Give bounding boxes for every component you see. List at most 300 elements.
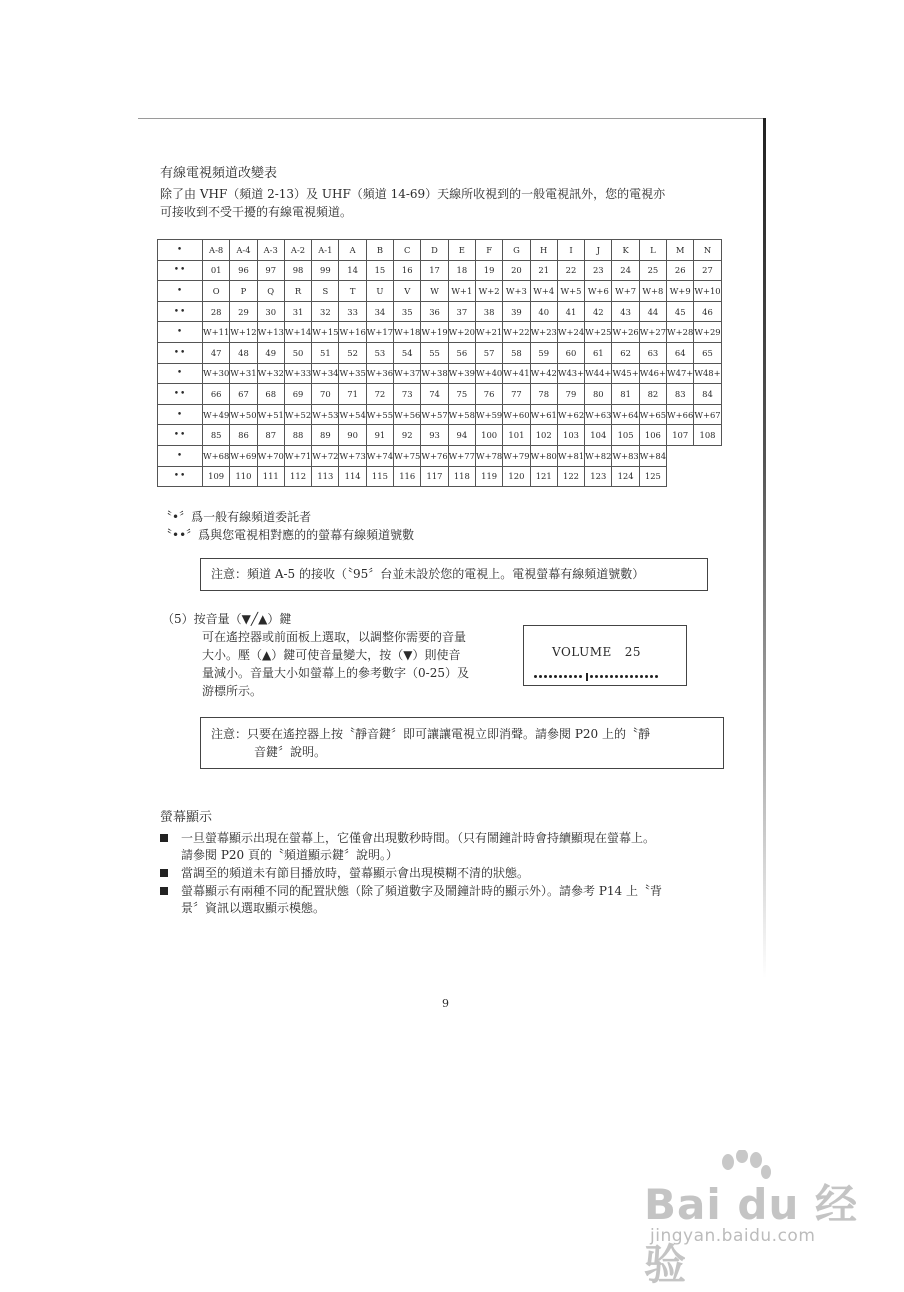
empty-cell [694, 445, 721, 466]
channel-cell: 99 [312, 260, 339, 281]
channel-cell: W+13 [257, 322, 284, 343]
channel-cell: W+52 [284, 404, 311, 425]
note-box-channel-a5 [200, 558, 708, 591]
bullet-square-icon [160, 869, 168, 877]
channel-cell: 105 [612, 425, 639, 446]
channel-cell: A-3 [257, 240, 284, 261]
channel-cell: W [421, 281, 448, 302]
channel-cell: 84 [694, 384, 721, 405]
channel-cell: C [394, 240, 421, 261]
channel-cell: 43 [612, 301, 639, 322]
channel-cell: W+65 [639, 404, 666, 425]
channel-cell: W+10 [694, 281, 721, 302]
channel-cell: W+83 [612, 445, 639, 466]
channel-cell: 91 [366, 425, 393, 446]
baidu-jingyan-watermark [644, 1150, 874, 1289]
channel-cell: 46 [694, 301, 721, 322]
volume-dot [645, 675, 648, 678]
bullet-line: 當調至的頻道未有節目播放時，螢幕顯示會出現模糊不清的狀態。 [181, 866, 530, 880]
channel-cell: J [585, 240, 612, 261]
volume-dot [590, 675, 593, 678]
channel-cell: 114 [339, 466, 366, 487]
bullet-line: 景〞資訊以選取顯示模態。 [181, 901, 326, 915]
channel-cell: S [312, 281, 339, 302]
channel-cell: A-4 [230, 240, 257, 261]
channel-cell: 88 [284, 425, 311, 446]
volume-level-bar [534, 666, 674, 672]
row-key-cell: •• [158, 466, 203, 487]
channel-cell: G [503, 240, 530, 261]
volume-dot [610, 675, 613, 678]
channel-cell: 76 [475, 384, 502, 405]
page-right-edge [763, 118, 766, 978]
channel-cell: 112 [284, 466, 311, 487]
channel-cell: 01 [203, 260, 230, 281]
channel-cell: 55 [421, 342, 448, 363]
channel-cell: 21 [530, 260, 557, 281]
channel-cell: 44 [639, 301, 666, 322]
channel-cell: W+50 [230, 404, 257, 425]
channel-cell: 39 [503, 301, 530, 322]
channel-cell: 29 [230, 301, 257, 322]
channel-cell: W+16 [339, 322, 366, 343]
list-item [160, 883, 740, 917]
channel-cell: 100 [475, 425, 502, 446]
note-text: 注意：只要在遙控器上按〝靜音鍵〞即可讓讓電視立即消聲。請參閱 P20 上的〝靜 [211, 727, 650, 741]
channel-cell: 86 [230, 425, 257, 446]
volume-readout [552, 645, 641, 659]
channel-cell: 48 [230, 342, 257, 363]
bullet-square-icon [160, 887, 168, 895]
display-section-title: 螢幕顯示 [160, 810, 213, 825]
channel-cell: 49 [257, 342, 284, 363]
channel-cell: 38 [475, 301, 502, 322]
channel-cell: 57 [475, 342, 502, 363]
table-row [158, 342, 722, 363]
channel-cell: W+8 [639, 281, 666, 302]
channel-cell: W+23 [530, 322, 557, 343]
row-key-cell: •• [158, 342, 203, 363]
section-title: 有線電視頻道改變表 [160, 166, 278, 181]
channel-cell: W+5 [557, 281, 584, 302]
channel-cell: 58 [503, 342, 530, 363]
channel-cell: 69 [284, 384, 311, 405]
volume-dot [559, 675, 562, 678]
bullet-line: 請參閱 P20 頁的〝頻道顯示鍵〞說明。） [181, 848, 398, 862]
channel-cell: 66 [203, 384, 230, 405]
channel-cell: 92 [394, 425, 421, 446]
channel-cell: Q [257, 281, 284, 302]
channel-cell: 33 [339, 301, 366, 322]
channel-cell: W+28 [667, 322, 694, 343]
step-line: 游標所示。 [202, 684, 263, 698]
volume-dot [655, 675, 658, 678]
channel-cell: 17 [421, 260, 448, 281]
channel-cell: 19 [475, 260, 502, 281]
row-key-cell: • [158, 322, 203, 343]
channel-cell: 64 [667, 342, 694, 363]
channel-cell: W+2 [475, 281, 502, 302]
channel-cell: 42 [585, 301, 612, 322]
volume-dot [630, 675, 633, 678]
channel-cell: 36 [421, 301, 448, 322]
volume-dot [650, 675, 653, 678]
channel-cell: W+9 [667, 281, 694, 302]
volume-dot [579, 675, 582, 678]
channel-cell: W+35 [339, 363, 366, 384]
step-volume-title: （5）按音量（▼╱▲）鍵 [162, 612, 292, 626]
channel-cell: P [230, 281, 257, 302]
channel-cell: 118 [448, 466, 475, 487]
channel-cell: 107 [667, 425, 694, 446]
channel-cell: W+54 [339, 404, 366, 425]
step-line: 大小。壓（▲）鍵可使音量變大，按（▼）則使音 [202, 648, 461, 662]
legend-double-dot: 〝••〞爲與您電視相對應的的螢幕有線頻道號數 [160, 528, 415, 542]
table-row [158, 240, 722, 261]
channel-cell: W+38 [421, 363, 448, 384]
channel-cell: 67 [230, 384, 257, 405]
channel-cell: W+26 [612, 322, 639, 343]
channel-cell: F [475, 240, 502, 261]
channel-cell: W48+ [694, 363, 721, 384]
channel-cell: 68 [257, 384, 284, 405]
volume-dot [605, 675, 608, 678]
channel-cell: W+67 [694, 404, 721, 425]
channel-cell: W+25 [585, 322, 612, 343]
channel-cell: W+18 [394, 322, 421, 343]
channel-cell: 74 [421, 384, 448, 405]
volume-cursor [586, 673, 588, 681]
channel-cell: I [557, 240, 584, 261]
channel-cell: E [448, 240, 475, 261]
display-bullet-list [160, 830, 740, 918]
channel-cell: W+75 [394, 445, 421, 466]
channel-cell: 22 [557, 260, 584, 281]
volume-dot [635, 675, 638, 678]
channel-cell: W+53 [312, 404, 339, 425]
channel-cell: 23 [585, 260, 612, 281]
channel-cell: 94 [448, 425, 475, 446]
channel-cell: 81 [612, 384, 639, 405]
channel-cell: W+36 [366, 363, 393, 384]
channel-cell: W+17 [366, 322, 393, 343]
bullet-square-icon [160, 834, 168, 842]
channel-cell: 20 [503, 260, 530, 281]
channel-cell: W44+ [585, 363, 612, 384]
row-key-cell: • [158, 404, 203, 425]
volume-dot [600, 675, 603, 678]
channel-cell: W+78 [475, 445, 502, 466]
channel-cell: 124 [612, 466, 639, 487]
channel-cell: H [530, 240, 557, 261]
channel-cell: W+68 [203, 445, 230, 466]
table-row [158, 404, 722, 425]
channel-cell: W+72 [312, 445, 339, 466]
channel-cell: W+62 [557, 404, 584, 425]
channel-cell: 27 [694, 260, 721, 281]
bullet-line: 螢幕顯示有兩種不同的配置狀態（除了頻道數字及鬧鐘計時的顯示外）。請參考 P14 上〝背 [181, 884, 662, 898]
channel-cell: A-1 [312, 240, 339, 261]
channel-cell: 89 [312, 425, 339, 446]
channel-cell: W+20 [448, 322, 475, 343]
channel-cell: 116 [394, 466, 421, 487]
volume-dot [549, 675, 552, 678]
bullet-line: 一旦螢幕顯示出現在螢幕上，它僅會出現數秒時間。（只有鬧鐘計時會持續顯現在螢幕上。 [181, 831, 656, 845]
channel-cell: 123 [585, 466, 612, 487]
table-row [158, 425, 722, 446]
channel-cell: W43+ [557, 363, 584, 384]
channel-cell: W+40 [475, 363, 502, 384]
channel-cell: 109 [203, 466, 230, 487]
table-row [158, 466, 722, 487]
channel-cell: 41 [557, 301, 584, 322]
channel-cell: 35 [394, 301, 421, 322]
channel-cell: 62 [612, 342, 639, 363]
table-row [158, 322, 722, 343]
channel-cell: 111 [257, 466, 284, 487]
channel-cell: 83 [667, 384, 694, 405]
channel-cell: R [284, 281, 311, 302]
table-row [158, 384, 722, 405]
table-row [158, 301, 722, 322]
channel-cell: 90 [339, 425, 366, 446]
intro-paragraph [160, 185, 740, 221]
channel-cell: U [366, 281, 393, 302]
channel-cell: 125 [639, 466, 666, 487]
channel-cell: 53 [366, 342, 393, 363]
channel-cell: D [421, 240, 448, 261]
channel-cell: 54 [394, 342, 421, 363]
channel-cell: L [639, 240, 666, 261]
channel-cell: 40 [530, 301, 557, 322]
channel-cell: W+42 [530, 363, 557, 384]
watermark-url: jingyan.baidu.com [650, 1226, 816, 1246]
channel-cell: 50 [284, 342, 311, 363]
channel-cell: 117 [421, 466, 448, 487]
legend-single-dot: 〝•〞爲一般有線頻道委託者 [160, 510, 312, 524]
channel-cell: 24 [612, 260, 639, 281]
channel-cell: W+70 [257, 445, 284, 466]
volume-dot [574, 675, 577, 678]
channel-cell: 85 [203, 425, 230, 446]
volume-dot [625, 675, 628, 678]
volume-dot [569, 675, 572, 678]
channel-cell: W+30 [203, 363, 230, 384]
channel-cell: W+73 [339, 445, 366, 466]
channel-cell: 61 [585, 342, 612, 363]
channel-cell: W+55 [366, 404, 393, 425]
channel-cell: 71 [339, 384, 366, 405]
channel-cell: 102 [530, 425, 557, 446]
channel-cell: 16 [394, 260, 421, 281]
channel-cell: A-2 [284, 240, 311, 261]
channel-cell: 77 [503, 384, 530, 405]
channel-cell: 31 [284, 301, 311, 322]
intro-line: 可接收到不受干擾的有線電視頻道。 [160, 205, 353, 219]
volume-dot [564, 675, 567, 678]
channel-cell: 75 [448, 384, 475, 405]
channel-cell: 63 [639, 342, 666, 363]
row-key-cell: •• [158, 260, 203, 281]
channel-cell: W+49 [203, 404, 230, 425]
channel-cell: 113 [312, 466, 339, 487]
channel-cell: 65 [694, 342, 721, 363]
channel-cell: 120 [503, 466, 530, 487]
channel-cell: W+60 [503, 404, 530, 425]
channel-cell: W+6 [585, 281, 612, 302]
channel-cell: W+15 [312, 322, 339, 343]
channel-cell: W+64 [612, 404, 639, 425]
table-row [158, 260, 722, 281]
channel-cell: V [394, 281, 421, 302]
channel-cell: W+74 [366, 445, 393, 466]
channel-cell: 106 [639, 425, 666, 446]
channel-cell: 32 [312, 301, 339, 322]
channel-cell: W+77 [448, 445, 475, 466]
channel-cell: W45+ [612, 363, 639, 384]
volume-dot [539, 675, 542, 678]
table-row [158, 281, 722, 302]
row-key-cell: • [158, 281, 203, 302]
channel-cell: T [339, 281, 366, 302]
row-key-cell: •• [158, 301, 203, 322]
channel-cell: W+32 [257, 363, 284, 384]
row-key-cell: • [158, 363, 203, 384]
channel-cell: W+58 [448, 404, 475, 425]
channel-cell: 115 [366, 466, 393, 487]
channel-cell: 56 [448, 342, 475, 363]
note-box-mute [200, 717, 724, 769]
channel-cell: W+33 [284, 363, 311, 384]
volume-label: VOLUME [552, 645, 612, 659]
channel-cell: 103 [557, 425, 584, 446]
channel-cell: 72 [366, 384, 393, 405]
channel-cell: W+19 [421, 322, 448, 343]
channel-cell: 101 [503, 425, 530, 446]
channel-cell: W+80 [530, 445, 557, 466]
channel-cell: W+37 [394, 363, 421, 384]
note-text: 音鍵〞說明。 [254, 745, 327, 759]
channel-cell: 73 [394, 384, 421, 405]
row-key-cell: •• [158, 425, 203, 446]
channel-cell: 45 [667, 301, 694, 322]
channel-cell: 15 [366, 260, 393, 281]
channel-cell: K [612, 240, 639, 261]
channel-cell: W+76 [421, 445, 448, 466]
row-key-cell: • [158, 445, 203, 466]
volume-dot [640, 675, 643, 678]
channel-cell: W+21 [475, 322, 502, 343]
channel-cell: W+71 [284, 445, 311, 466]
volume-dot [595, 675, 598, 678]
channel-cell: W+84 [639, 445, 666, 466]
channel-cell: W+61 [530, 404, 557, 425]
channel-cell: 121 [530, 466, 557, 487]
channel-cell: W+27 [639, 322, 666, 343]
channel-cell: 60 [557, 342, 584, 363]
channel-cell: 96 [230, 260, 257, 281]
channel-cell: 98 [284, 260, 311, 281]
page-top-edge [138, 118, 766, 119]
channel-cell: 108 [694, 425, 721, 446]
channel-cell: W+81 [557, 445, 584, 466]
watermark-brand: Bai du 经验 [644, 1180, 858, 1289]
channel-cell: W46+ [639, 363, 666, 384]
channel-cell: W+69 [230, 445, 257, 466]
channel-cell: A [339, 240, 366, 261]
list-item [160, 865, 740, 882]
channel-cell: 70 [312, 384, 339, 405]
empty-cell [667, 445, 694, 466]
page-number: 9 [442, 997, 449, 1010]
channel-cell: W+24 [557, 322, 584, 343]
row-key-cell: • [158, 240, 203, 261]
channel-cell: W+41 [503, 363, 530, 384]
volume-dot [554, 675, 557, 678]
channel-cell: N [694, 240, 721, 261]
channel-cell: 80 [585, 384, 612, 405]
channel-cell: W+51 [257, 404, 284, 425]
empty-cell [667, 466, 694, 487]
channel-cell: W+34 [312, 363, 339, 384]
channel-cell: 51 [312, 342, 339, 363]
channel-cell: 79 [557, 384, 584, 405]
channel-cell: W+11 [203, 322, 230, 343]
channel-cell: 119 [475, 466, 502, 487]
channel-cell: 34 [366, 301, 393, 322]
channel-cell: W+3 [503, 281, 530, 302]
volume-dot [615, 675, 618, 678]
channel-cell: 37 [448, 301, 475, 322]
channel-cell: W+12 [230, 322, 257, 343]
channel-cell: A-8 [203, 240, 230, 261]
table-row [158, 445, 722, 466]
list-item [160, 830, 740, 864]
table-row [158, 363, 722, 384]
channel-cell: 52 [339, 342, 366, 363]
channel-cell: 30 [257, 301, 284, 322]
channel-cell: W+63 [585, 404, 612, 425]
channel-cell: W+1 [448, 281, 475, 302]
channel-cell: W+56 [394, 404, 421, 425]
cable-channel-table [157, 239, 722, 487]
channel-cell: B [366, 240, 393, 261]
channel-cell: 82 [639, 384, 666, 405]
channel-cell: 93 [421, 425, 448, 446]
channel-cell: W+4 [530, 281, 557, 302]
channel-cell: 87 [257, 425, 284, 446]
step-line: 量減小。音量大小如螢幕上的參考數字（0-25）及 [202, 666, 469, 680]
channel-cell: 28 [203, 301, 230, 322]
channel-cell: 18 [448, 260, 475, 281]
channel-cell: 110 [230, 466, 257, 487]
channel-cell: W+66 [667, 404, 694, 425]
channel-cell: W+79 [503, 445, 530, 466]
channel-cell: W+59 [475, 404, 502, 425]
channel-cell: 14 [339, 260, 366, 281]
channel-cell: 97 [257, 260, 284, 281]
intro-line: 除了由 VHF（頻道 2-13）及 UHF（頻道 14-69）天線所收視到的一般電視訊外，您的電視亦 [160, 187, 666, 201]
channel-cell: 26 [667, 260, 694, 281]
channel-cell: W+14 [284, 322, 311, 343]
channel-cell: W+22 [503, 322, 530, 343]
channel-cell: 104 [585, 425, 612, 446]
channel-cell: W+31 [230, 363, 257, 384]
step-volume-body [202, 628, 507, 700]
channel-cell: W+29 [694, 322, 721, 343]
volume-display [523, 625, 687, 686]
channel-cell: M [667, 240, 694, 261]
